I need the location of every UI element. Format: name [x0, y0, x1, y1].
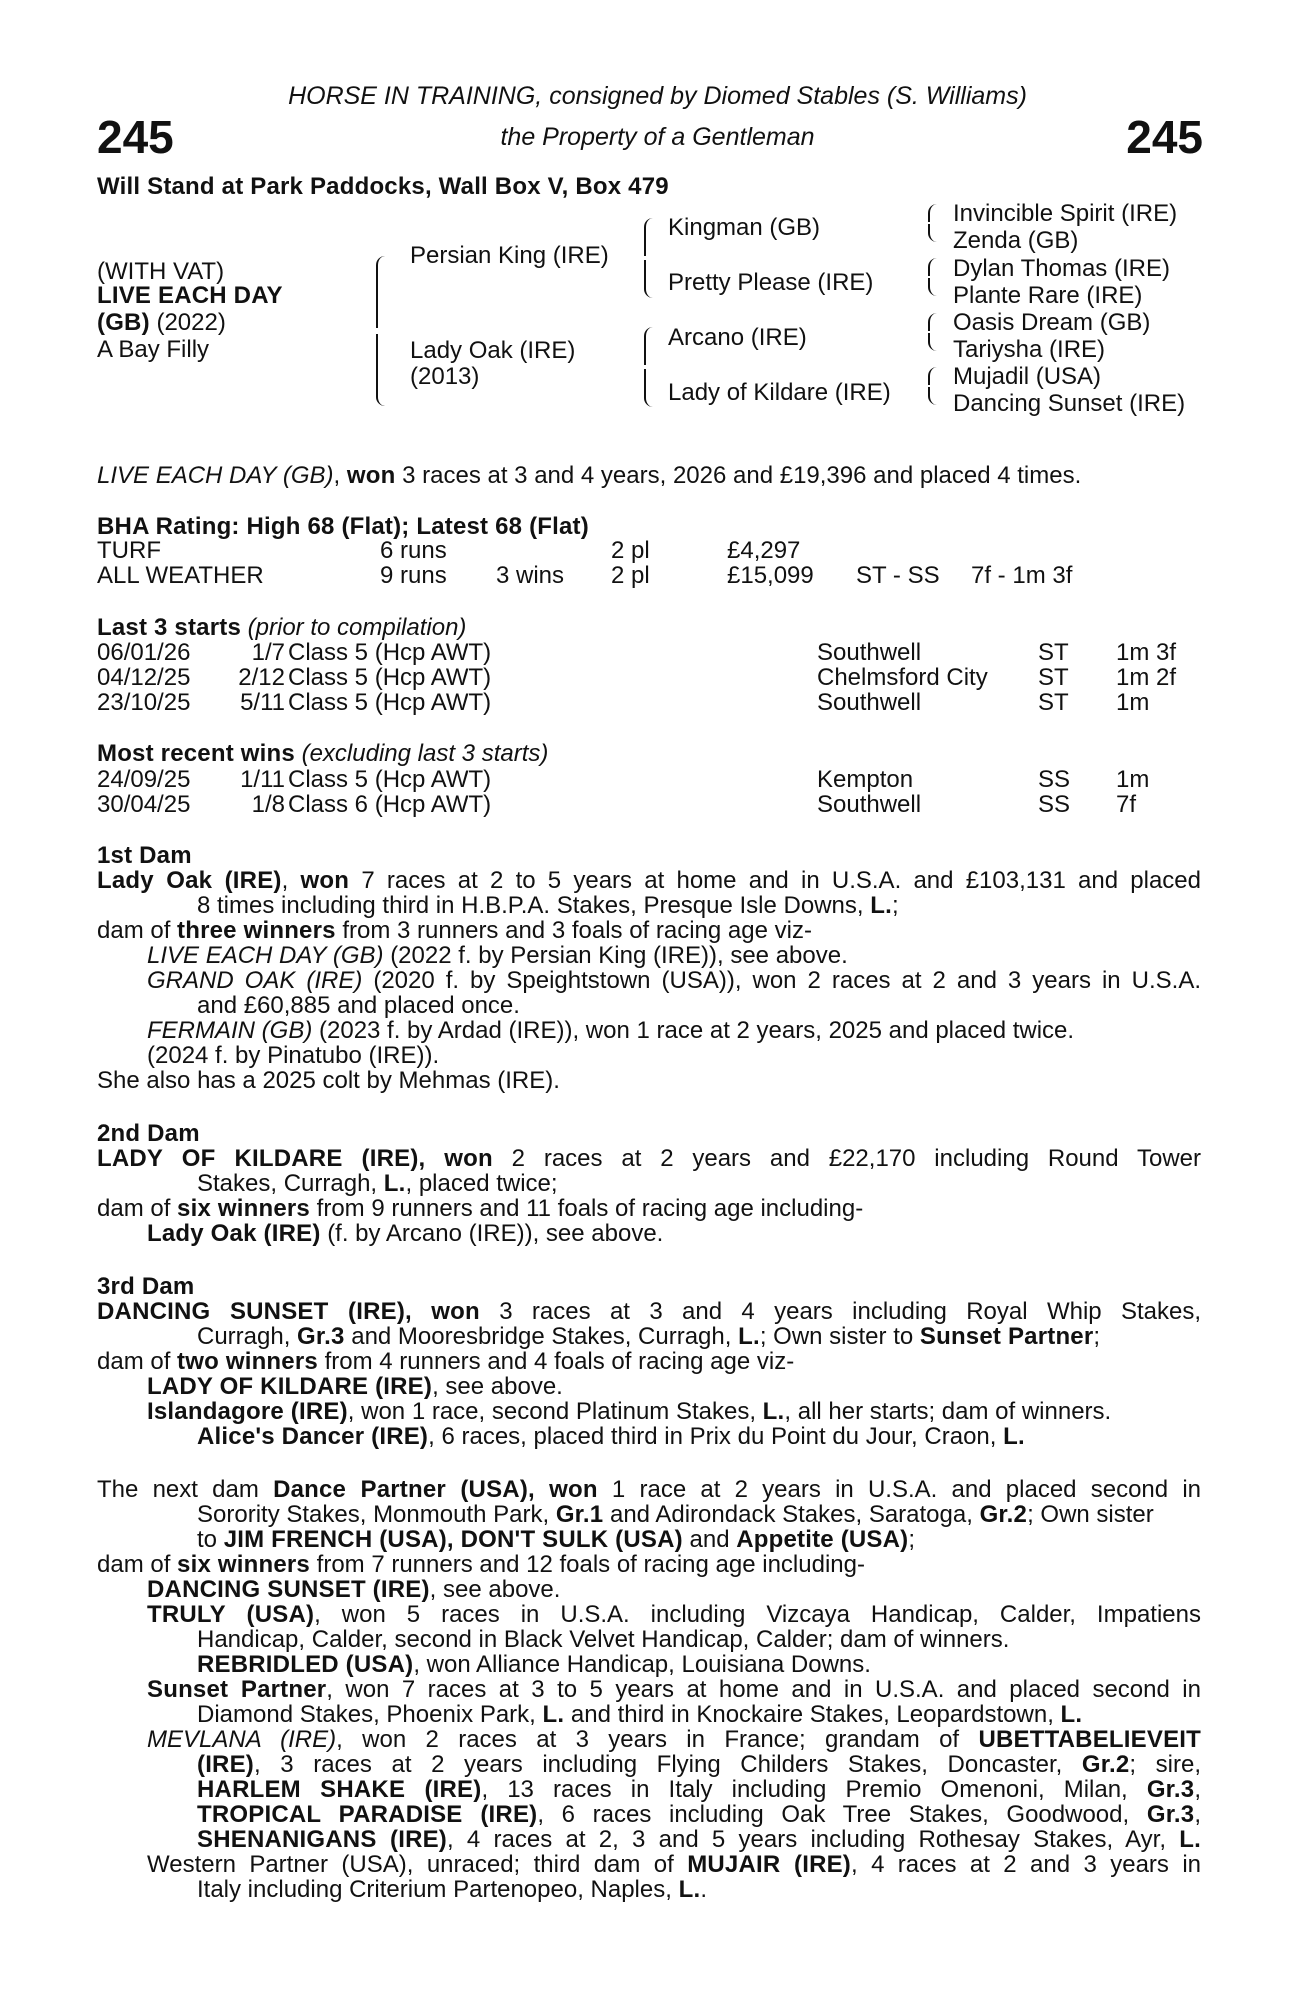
- next-dam-line: The next dam Dance Partner (USA), won 1 race at 2 years in U.S.A. and placed second in: [97, 1476, 1202, 1503]
- record-prize: £4,297: [727, 537, 801, 564]
- race-class: Class 5 (Hcp AWT): [288, 766, 492, 793]
- horse-description: A Bay Filly: [97, 336, 210, 363]
- brace: [928, 387, 938, 405]
- brace: [928, 258, 938, 276]
- progeny-line: Islandagore (IRE), won 1 race, second Platinum Stakes, L., all her starts; dam of winners.: [147, 1398, 1112, 1425]
- progeny-line: Lady Oak (IRE) (f. by Arcano (IRE)), see above.: [147, 1220, 664, 1247]
- progeny-line: GRAND OAK (IRE) (2020 f. by Speightstown (USA)), won 2 races at 2 and 3 years in U.S.A.: [147, 967, 1201, 994]
- race-distance: 7f: [1116, 791, 1137, 818]
- race-going: ST: [1038, 664, 1069, 691]
- progeny-line: TRULY (USA), won 5 races in U.S.A. including Vizcaya Handicap, Calder, Impatiens: [147, 1601, 1201, 1628]
- race-course: Southwell: [817, 791, 922, 818]
- gen3-sss: Invincible Spirit (IRE): [953, 200, 1178, 227]
- race-date: 24/09/25: [97, 766, 191, 793]
- race-position: 1/7: [251, 639, 285, 666]
- record-runs: 6 runs: [380, 537, 447, 564]
- race-date: 04/12/25: [97, 664, 191, 691]
- progeny-line: Handicap, Calder, second in Black Velvet Handicap, Calder; dam of winners.: [197, 1626, 1010, 1653]
- record-label: ALL WEATHER: [97, 562, 264, 589]
- dam-sire: Arcano (IRE): [668, 324, 807, 351]
- dam3-line: dam of two winners from 4 runners and 4 foals of racing age viz-: [97, 1348, 795, 1375]
- race-course: Southwell: [817, 689, 922, 716]
- last3-heading: Last 3 starts (prior to compilation): [97, 614, 467, 641]
- dam2-heading: 2nd Dam: [97, 1120, 200, 1147]
- brace: [644, 218, 654, 256]
- dam3-line: Curragh, Gr.3 and Mooresbridge Stakes, Curragh, L.; Own sister to Sunset Partner;: [197, 1323, 1101, 1350]
- dam1-line: She also has a 2025 colt by Mehmas (IRE).: [97, 1067, 560, 1094]
- brace: [928, 367, 938, 385]
- dam3-heading: 3rd Dam: [97, 1273, 195, 1300]
- race-distance: 1m: [1116, 766, 1150, 793]
- brace: [644, 369, 654, 407]
- brace: [928, 278, 938, 296]
- brace: [928, 333, 938, 351]
- progeny-line: and £60,885 and placed once.: [197, 992, 520, 1019]
- dam1-line: 8 times including third in H.B.P.A. Stakes, Presque Isle Downs, L.;: [197, 892, 899, 919]
- race-position: 5/11: [240, 689, 285, 716]
- progeny-line: SHENANIGANS (IRE), 4 races at 2, 3 and 5 years including Rothesay Stakes, Ayr, L.: [197, 1826, 1201, 1853]
- gen3-ssd: Zenda (GB): [953, 227, 1079, 254]
- progeny-line: Western Partner (USA), unraced; third dam of MUJAIR (IRE), 4 races at 2 and 3 years in: [147, 1851, 1201, 1878]
- race-summary: LIVE EACH DAY (GB), won 3 races at 3 and 4 years, 2026 and £19,396 and placed 4 times.: [97, 462, 1082, 489]
- record-distance: 7f - 1m 3f: [971, 562, 1073, 589]
- record-runs: 9 runs: [380, 562, 447, 589]
- dam: Lady Oak (IRE): [410, 337, 576, 364]
- race-class: Class 5 (Hcp AWT): [288, 639, 492, 666]
- race-distance: 1m: [1116, 689, 1150, 716]
- record-label: TURF: [97, 537, 161, 564]
- progeny-line: LADY OF KILDARE (IRE), see above.: [147, 1373, 563, 1400]
- next-dam-line: Sorority Stakes, Monmouth Park, Gr.1 and Adirondack Stakes, Saratoga, Gr.2; Own sister: [197, 1501, 1154, 1528]
- race-going: ST: [1038, 689, 1069, 716]
- dam2-line: LADY OF KILDARE (IRE), won 2 races at 2 years and £22,170 including Round Tower: [97, 1145, 1201, 1172]
- progeny-line: REBRIDLED (USA), won Alliance Handicap, Louisiana Downs.: [197, 1651, 871, 1678]
- race-date: 23/10/25: [97, 689, 191, 716]
- dam-year: (2013): [410, 363, 480, 390]
- race-going: SS: [1038, 766, 1071, 793]
- race-date: 06/01/26: [97, 639, 191, 666]
- record-prize: £15,099: [727, 562, 814, 589]
- record-wins: 3 wins: [496, 562, 565, 589]
- consignor-line: HORSE IN TRAINING, consigned by Diomed Stables (S. Williams): [288, 82, 1027, 110]
- brace: [928, 313, 938, 331]
- brace: [928, 224, 938, 242]
- brace: [644, 327, 654, 365]
- progeny-line: (2024 f. by Pinatubo (IRE)).: [147, 1042, 440, 1069]
- race-position: 2/12: [238, 664, 285, 691]
- progeny-line: MEVLANA (IRE), won 2 races at 3 years in France; grandam of UBETTABELIEVEIT: [147, 1726, 1201, 1753]
- race-course: Kempton: [817, 766, 914, 793]
- gen3-sds: Dylan Thomas (IRE): [953, 255, 1170, 282]
- lot-number-right: 245: [1126, 111, 1203, 163]
- race-going: SS: [1038, 791, 1071, 818]
- brace: [928, 204, 938, 222]
- progeny-line: Diamond Stakes, Phoenix Park, L. and third in Knockaire Stakes, Leopardstown, L.: [197, 1701, 1083, 1728]
- race-position: 1/8: [251, 791, 285, 818]
- recent-wins-heading: Most recent wins (excluding last 3 starts): [97, 740, 549, 767]
- race-class: Class 5 (Hcp AWT): [288, 689, 492, 716]
- progeny-line: Italy including Criterium Partenopeo, Naples, L..: [197, 1876, 707, 1903]
- brace: [376, 256, 388, 328]
- race-date: 30/04/25: [97, 791, 191, 818]
- dam3-line: DANCING SUNSET (IRE), won 3 races at 3 and 4 years including Royal Whip Stakes,: [97, 1298, 1202, 1325]
- stand-location: Will Stand at Park Paddocks, Wall Box V, Box 479: [97, 173, 669, 200]
- record-placed: 2 pl: [611, 562, 650, 589]
- race-distance: 1m 3f: [1116, 639, 1177, 666]
- progeny-line: Alice's Dancer (IRE), 6 races, placed third in Prix du Point du Jour, Craon, L.: [197, 1423, 1025, 1450]
- progeny-line: Sunset Partner, won 7 races at 3 to 5 years at home and in U.S.A. and placed second in: [147, 1676, 1201, 1703]
- progeny-line: HARLEM SHAKE (IRE), 13 races in Italy including Premio Omenoni, Milan, Gr.3,: [197, 1776, 1201, 1803]
- race-position: 1/11: [240, 766, 285, 793]
- sire: Persian King (IRE): [410, 242, 609, 269]
- race-class: Class 6 (Hcp AWT): [288, 791, 492, 818]
- brace: [644, 260, 654, 298]
- dam1-line: Lady Oak (IRE), won 7 races at 2 to 5 years at home and in U.S.A. and £103,131 and placed: [97, 867, 1201, 894]
- bha-rating: BHA Rating: High 68 (Flat); Latest 68 (Flat): [97, 513, 589, 540]
- dam1-line: dam of three winners from 3 runners and 3 foals of racing age viz-: [97, 917, 812, 944]
- brace: [376, 334, 388, 406]
- dam2-line: dam of six winners from 9 runners and 11 foals of racing age including-: [97, 1195, 864, 1222]
- progeny-line: TROPICAL PARADISE (IRE), 6 races including Oak Tree Stakes, Goodwood, Gr.3,: [197, 1801, 1201, 1828]
- lot-number-left: 245: [97, 111, 174, 163]
- race-class: Class 5 (Hcp AWT): [288, 664, 492, 691]
- next-dam-line: to JIM FRENCH (USA), DON'T SULK (USA) and Appetite (USA);: [197, 1526, 916, 1553]
- gen3-ddd: Dancing Sunset (IRE): [953, 390, 1186, 417]
- next-dam-line: dam of six winners from 7 runners and 12 foals of racing age including-: [97, 1551, 865, 1578]
- race-distance: 1m 2f: [1116, 664, 1177, 691]
- progeny-line: (IRE), 3 races at 2 years including Flying Childers Stakes, Doncaster, Gr.2; sire,: [197, 1751, 1201, 1778]
- race-course: Chelmsford City: [817, 664, 988, 691]
- dam-dam: Lady of Kildare (IRE): [668, 379, 891, 406]
- vat-note: (WITH VAT): [97, 258, 225, 285]
- progeny-line: DANCING SUNSET (IRE), see above.: [147, 1576, 561, 1603]
- horse-name: LIVE EACH DAY: [97, 282, 283, 309]
- sire-dam: Pretty Please (IRE): [668, 269, 874, 296]
- record-placed: 2 pl: [611, 537, 650, 564]
- dam1-heading: 1st Dam: [97, 842, 192, 869]
- gen3-dss: Oasis Dream (GB): [953, 309, 1151, 336]
- gen3-dds: Mujadil (USA): [953, 363, 1102, 390]
- dam2-line: Stakes, Curragh, L., placed twice;: [197, 1170, 558, 1197]
- gen3-dsd: Tariysha (IRE): [953, 336, 1106, 363]
- sire-sire: Kingman (GB): [668, 214, 821, 241]
- progeny-line: LIVE EACH DAY (GB) (2022 f. by Persian King (IRE)), see above.: [147, 942, 848, 969]
- progeny-line: FERMAIN (GB) (2023 f. by Ardad (IRE)), won 1 race at 2 years, 2025 and placed twice.: [147, 1017, 1075, 1044]
- property-line: the Property of a Gentleman: [500, 123, 815, 151]
- horse-origin: (GB) (2022): [97, 309, 226, 336]
- race-course: Southwell: [817, 639, 922, 666]
- gen3-sdd: Plante Rare (IRE): [953, 282, 1143, 309]
- race-going: ST: [1038, 639, 1069, 666]
- record-going: ST - SS: [856, 562, 940, 589]
